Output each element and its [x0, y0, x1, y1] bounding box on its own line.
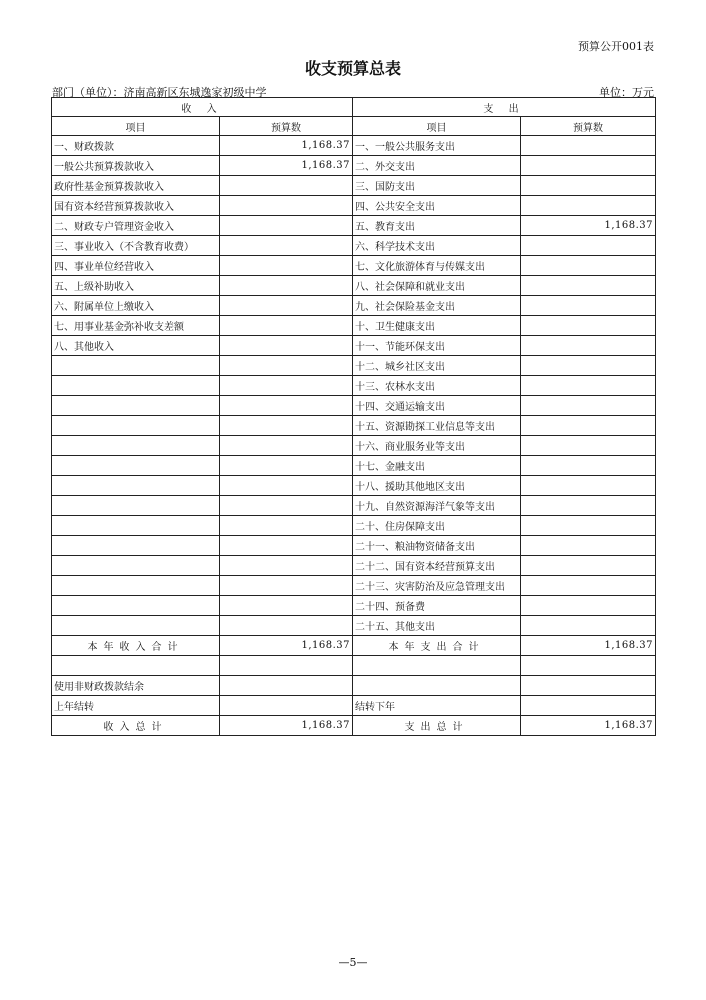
income-item: [52, 516, 220, 536]
expense-item: 二十四、预备费: [353, 596, 521, 616]
year-expense-total-value: 1,168.37: [521, 636, 656, 656]
page-title: 收支预算总表: [304, 59, 401, 78]
income-amount: [220, 416, 353, 436]
expense-item: 十二、城乡社区支出: [353, 356, 521, 376]
expense-amount: [521, 556, 656, 576]
income-amount: [220, 496, 353, 516]
income-item: [52, 496, 220, 516]
table-row: [52, 576, 656, 596]
table-row: [52, 396, 656, 416]
income-amount: [220, 336, 353, 356]
section-header-row: [52, 98, 656, 117]
expense-item: 十五、资源勘探工业信息等支出: [353, 416, 521, 436]
income-amount: [220, 516, 353, 536]
income-amount: 1,168.37: [220, 136, 353, 156]
income-grand-total-value: 1,168.37: [220, 716, 353, 736]
income-amount: [220, 396, 353, 416]
income-amount: [220, 296, 353, 316]
table-row: [52, 476, 656, 496]
expense-item-column-header: 项目: [353, 117, 521, 136]
income-item: 政府性基金预算拨款收入: [52, 176, 220, 196]
expense-item: 十一、节能环保支出: [353, 336, 521, 356]
income-amount: [220, 576, 353, 596]
expense-amount: [521, 316, 656, 336]
expense-amount: [521, 536, 656, 556]
income-amount: [220, 616, 353, 636]
income-item: 国有资本经营预算拨款收入: [52, 196, 220, 216]
expense-amount: 1,168.37: [521, 216, 656, 236]
expense-item: 十六、商业服务业等支出: [353, 436, 521, 456]
expense-amount: [521, 336, 656, 356]
table-row: [52, 496, 656, 516]
income-item: 一、财政拨款: [52, 136, 220, 156]
income-amount: [220, 196, 353, 216]
budget-summary-table: [51, 97, 656, 736]
table-row: [52, 196, 656, 216]
year-income-total-value: 1,168.37: [220, 636, 353, 656]
expense-amount: [521, 256, 656, 276]
expense-item: 十四、交通运输支出: [353, 396, 521, 416]
table-row: [52, 516, 656, 536]
income-item: 五、上级补助收入: [52, 276, 220, 296]
page-number: —5—: [338, 956, 368, 969]
table-row: [52, 276, 656, 296]
expense-amount: [521, 136, 656, 156]
income-amount: [220, 176, 353, 196]
table-row: [52, 616, 656, 636]
income-amount: [220, 356, 353, 376]
income-item: [52, 416, 220, 436]
income-amount: [220, 316, 353, 336]
unit-label: 单位：万元: [599, 86, 654, 99]
income-item: [52, 436, 220, 456]
expense-item: 十八、援助其他地区支出: [353, 476, 521, 496]
expense-amount: [521, 576, 656, 596]
table-row: [52, 156, 656, 176]
non-fiscal-balance-label: 使用非财政拨款结余: [52, 676, 220, 696]
table-row: [52, 136, 656, 156]
expense-amount: [521, 616, 656, 636]
income-item: [52, 556, 220, 576]
expense-item: 十三、农林水支出: [353, 376, 521, 396]
expense-amount: [521, 176, 656, 196]
income-amount: [220, 256, 353, 276]
expense-amount: [521, 156, 656, 176]
expense-item: 二十、住房保障支出: [353, 516, 521, 536]
income-amount: [220, 376, 353, 396]
income-amount: [220, 276, 353, 296]
income-item: [52, 356, 220, 376]
table-row: [52, 336, 656, 356]
expense-item: 五、教育支出: [353, 216, 521, 236]
carry-next-year-label: 结转下年: [353, 696, 521, 716]
income-amount: [220, 236, 353, 256]
income-budget-column-header: 预算数: [220, 117, 353, 136]
expense-amount: [521, 276, 656, 296]
table-row: [52, 236, 656, 256]
expense-amount: [521, 456, 656, 476]
expense-amount: [521, 476, 656, 496]
income-item: 四、事业单位经营收入: [52, 256, 220, 276]
income-amount: [220, 556, 353, 576]
income-item: 八、其他收入: [52, 336, 220, 356]
income-item: [52, 476, 220, 496]
expense-item: 二十三、灾害防治及应急管理支出: [353, 576, 521, 596]
table-row: [52, 416, 656, 436]
income-amount: [220, 536, 353, 556]
income-item: [52, 376, 220, 396]
income-amount: [220, 216, 353, 236]
expense-item: 十、卫生健康支出: [353, 316, 521, 336]
expense-amount: [521, 356, 656, 376]
income-item: 三、事业收入（不含教育收费）: [52, 236, 220, 256]
expense-amount: [521, 236, 656, 256]
income-grand-total-label: 收入总计: [52, 716, 220, 736]
expense-amount: [521, 196, 656, 216]
expense-item: 三、国防支出: [353, 176, 521, 196]
expense-item: 二十一、粮油物资储备支出: [353, 536, 521, 556]
expense-item: 一、一般公共服务支出: [353, 136, 521, 156]
year-income-total-label: 本年收入合计: [52, 636, 220, 656]
table-row: [52, 456, 656, 476]
year-expense-total-label: 本年支出合计: [353, 636, 521, 656]
expense-item: 七、文化旅游体育与传媒支出: [353, 256, 521, 276]
income-item: 六、附属单位上缴收入: [52, 296, 220, 316]
table-row: [52, 296, 656, 316]
expense-amount: [521, 396, 656, 416]
blank-row: [52, 656, 656, 676]
year-total-row: [52, 636, 656, 656]
last-year-carryover-label: 上年结转: [52, 696, 220, 716]
expense-item: 九、社会保险基金支出: [353, 296, 521, 316]
income-amount: 1,168.37: [220, 156, 353, 176]
income-amount: [220, 436, 353, 456]
expense-amount: [521, 596, 656, 616]
table-row: [52, 596, 656, 616]
income-item: 七、用事业基金弥补收支差额: [52, 316, 220, 336]
income-item: 一般公共预算拨款收入: [52, 156, 220, 176]
table-row: [52, 536, 656, 556]
expense-item: 十九、自然资源海洋气象等支出: [353, 496, 521, 516]
table-row: [52, 176, 656, 196]
expense-item: 二十五、其他支出: [353, 616, 521, 636]
expense-item: 二、外交支出: [353, 156, 521, 176]
expense-amount: [521, 376, 656, 396]
form-code: 预算公开001表: [578, 40, 654, 53]
expense-amount: [521, 416, 656, 436]
income-amount: [220, 596, 353, 616]
income-header: 收 入: [52, 98, 353, 117]
expense-item: 十七、金融支出: [353, 456, 521, 476]
income-item: [52, 456, 220, 476]
expense-amount: [521, 436, 656, 456]
column-header-row: [52, 117, 656, 136]
expense-amount: [521, 496, 656, 516]
table-row: [52, 316, 656, 336]
table-row: [52, 256, 656, 276]
income-amount: [220, 456, 353, 476]
expense-header: 支 出: [353, 98, 656, 117]
income-item: [52, 596, 220, 616]
department-label: 部门（单位）：济南高新区东城逸家初级中学: [52, 86, 267, 99]
table-row: [52, 436, 656, 456]
income-item: [52, 616, 220, 636]
non-fiscal-balance-row: [52, 676, 656, 696]
income-item: [52, 536, 220, 556]
table-row: [52, 376, 656, 396]
expense-item: 二十二、国有资本经营预算支出: [353, 556, 521, 576]
expense-budget-column-header: 预算数: [521, 117, 656, 136]
income-item: [52, 576, 220, 596]
table-row: [52, 216, 656, 236]
expense-item: 六、科学技术支出: [353, 236, 521, 256]
expense-grand-total-value: 1,168.37: [521, 716, 656, 736]
expense-grand-total-label: 支出总计: [353, 716, 521, 736]
table-row: [52, 356, 656, 376]
income-item: [52, 396, 220, 416]
income-amount: [220, 476, 353, 496]
income-item: 二、财政专户管理资金收入: [52, 216, 220, 236]
expense-amount: [521, 296, 656, 316]
table-row: [52, 556, 656, 576]
grand-total-row: [52, 716, 656, 736]
expense-item: 四、公共安全支出: [353, 196, 521, 216]
expense-amount: [521, 516, 656, 536]
income-item-column-header: 项目: [52, 117, 220, 136]
carryover-row: [52, 696, 656, 716]
expense-item: 八、社会保障和就业支出: [353, 276, 521, 296]
